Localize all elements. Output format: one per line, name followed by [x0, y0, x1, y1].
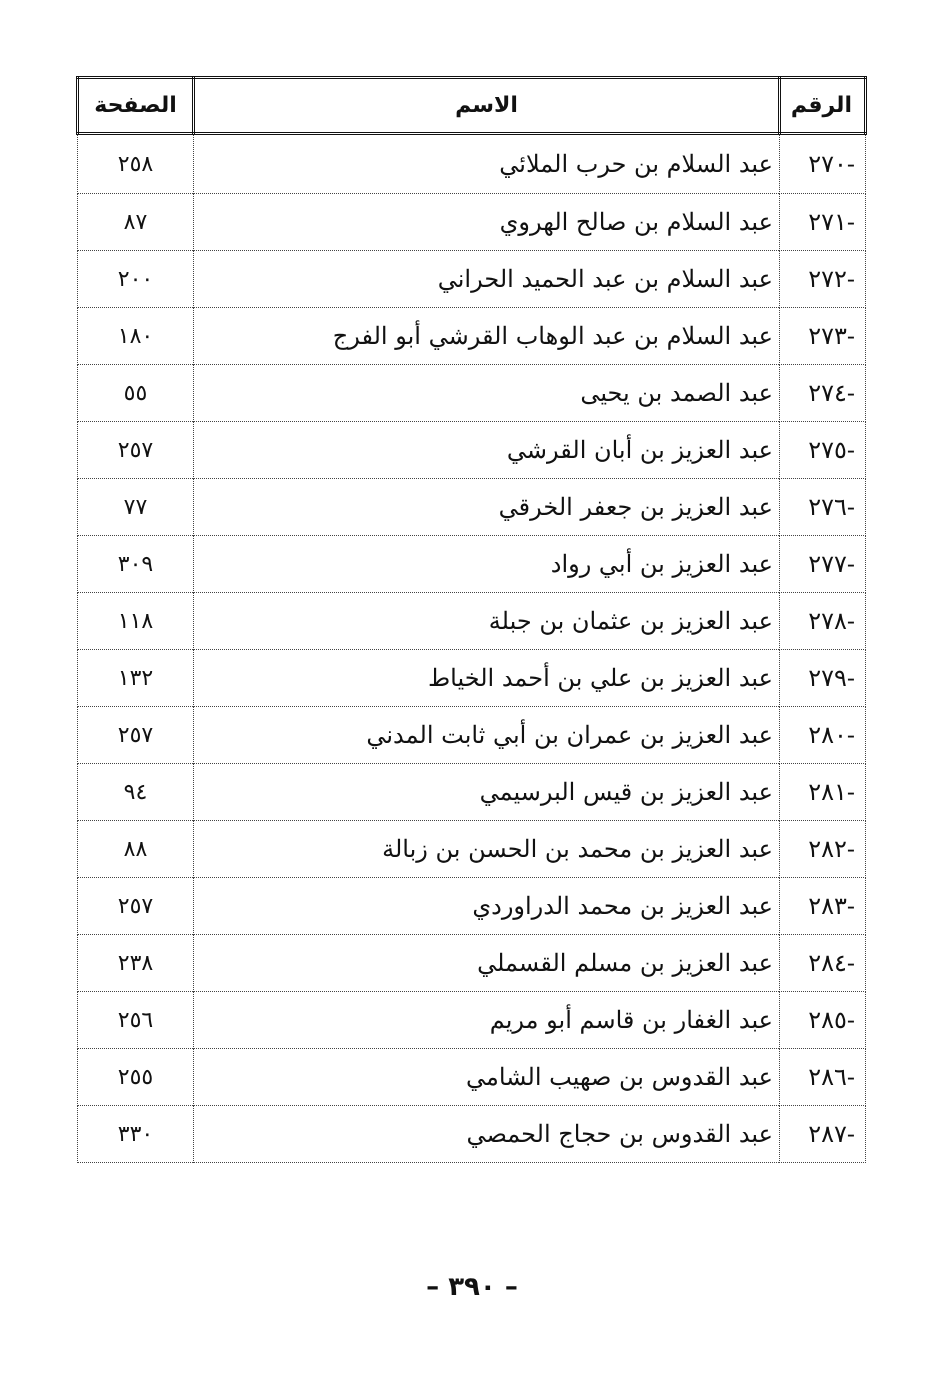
- entry-page: ٢٥٧: [78, 707, 194, 764]
- entry-page: ٨٧: [78, 194, 194, 251]
- entry-number: -٢٧٠: [780, 134, 866, 194]
- table-row: [78, 935, 866, 992]
- table-row: [78, 878, 866, 935]
- table-row: [78, 194, 866, 251]
- table-row: [78, 251, 866, 308]
- entry-number: -٢٧٢: [780, 251, 866, 308]
- entry-page: ١٨٠: [78, 308, 194, 365]
- entry-name: عبد القدوس بن حجاج الحمصي: [194, 1106, 780, 1163]
- entry-number: -٢٧٨: [780, 593, 866, 650]
- entry-page: ٥٥: [78, 365, 194, 422]
- header-name: الاسم: [194, 78, 780, 134]
- entry-page: ٢٥٦: [78, 992, 194, 1049]
- entry-name: عبد العزيز بن أبي رواد: [194, 536, 780, 593]
- entry-page: ٢٥٧: [78, 422, 194, 479]
- entry-page: ٩٤: [78, 764, 194, 821]
- entry-page: ٧٧: [78, 479, 194, 536]
- entry-name: عبد العزيز بن مسلم القسملي: [194, 935, 780, 992]
- table-row: [78, 422, 866, 479]
- table-row: [78, 365, 866, 422]
- page-number: – ٣٩٠ –: [426, 1272, 518, 1302]
- table-row: [78, 821, 866, 878]
- entry-number: -٢٧١: [780, 194, 866, 251]
- entry-number: -٢٧٧: [780, 536, 866, 593]
- entry-page: ٣٣٠: [78, 1106, 194, 1163]
- entry-page: ٢٣٨: [78, 935, 194, 992]
- table-row: [78, 308, 866, 365]
- entry-name: عبد الصمد بن يحيى: [194, 365, 780, 422]
- entry-number: -٢٧٦: [780, 479, 866, 536]
- entry-page: ٢٥٨: [78, 134, 194, 194]
- entry-name: عبد العزيز بن محمد الدراوردي: [194, 878, 780, 935]
- entry-number: -٢٧٤: [780, 365, 866, 422]
- entry-page: ٢٠٠: [78, 251, 194, 308]
- table-body: [78, 134, 866, 1163]
- entry-number: -٢٨٥: [780, 992, 866, 1049]
- entry-number: -٢٨٠: [780, 707, 866, 764]
- entry-number: -٢٨٤: [780, 935, 866, 992]
- names-index-table: [76, 76, 867, 1163]
- table-row: [78, 992, 866, 1049]
- entry-page: ١١٨: [78, 593, 194, 650]
- entry-number: -٢٨٣: [780, 878, 866, 935]
- entry-name: عبد العزيز بن أبان القرشي: [194, 422, 780, 479]
- entry-name: عبد العزيز بن قيس البرسيمي: [194, 764, 780, 821]
- entry-name: عبد العزيز بن علي بن أحمد الخياط: [194, 650, 780, 707]
- entry-number: -٢٨١: [780, 764, 866, 821]
- table-row: [78, 134, 866, 194]
- entry-page: ٣٠٩: [78, 536, 194, 593]
- entry-number: -٢٨٢: [780, 821, 866, 878]
- entry-name: عبد العزيز بن محمد بن الحسن بن زبالة: [194, 821, 780, 878]
- table-row: [78, 707, 866, 764]
- table-row: [78, 650, 866, 707]
- table-row: [78, 536, 866, 593]
- header-page: الصفحة: [78, 78, 194, 134]
- entry-number: -٢٧٥: [780, 422, 866, 479]
- entry-name: عبد السلام بن حرب الملائي: [194, 134, 780, 194]
- entry-number: -٢٧٩: [780, 650, 866, 707]
- entry-number: -٢٧٣: [780, 308, 866, 365]
- entry-name: عبد العزيز بن جعفر الخرقي: [194, 479, 780, 536]
- table-header: [78, 78, 866, 134]
- entry-page: ٢٥٥: [78, 1049, 194, 1106]
- table-row: [78, 593, 866, 650]
- header-number: الرقم: [780, 78, 866, 134]
- entry-name: عبد العزيز بن عمران بن أبي ثابت المدني: [194, 707, 780, 764]
- entry-name: عبد العزيز بن عثمان بن جبلة: [194, 593, 780, 650]
- entry-name: عبد السلام بن صالح الهروي: [194, 194, 780, 251]
- entry-name: عبد القدوس بن صهيب الشامي: [194, 1049, 780, 1106]
- entry-name: عبد السلام بن عبد الوهاب القرشي أبو الفرج: [194, 308, 780, 365]
- entry-number: -٢٨٦: [780, 1049, 866, 1106]
- table-row: [78, 1049, 866, 1106]
- entry-name: عبد الغفار بن قاسم أبو مريم: [194, 992, 780, 1049]
- table-row: [78, 1106, 866, 1163]
- header-row: [78, 78, 866, 134]
- entry-number: -٢٨٧: [780, 1106, 866, 1163]
- table-row: [78, 764, 866, 821]
- entry-name: عبد السلام بن عبد الحميد الحراني: [194, 251, 780, 308]
- entry-page: ٢٥٧: [78, 878, 194, 935]
- table-row: [78, 479, 866, 536]
- entry-page: ١٣٢: [78, 650, 194, 707]
- entry-page: ٨٨: [78, 821, 194, 878]
